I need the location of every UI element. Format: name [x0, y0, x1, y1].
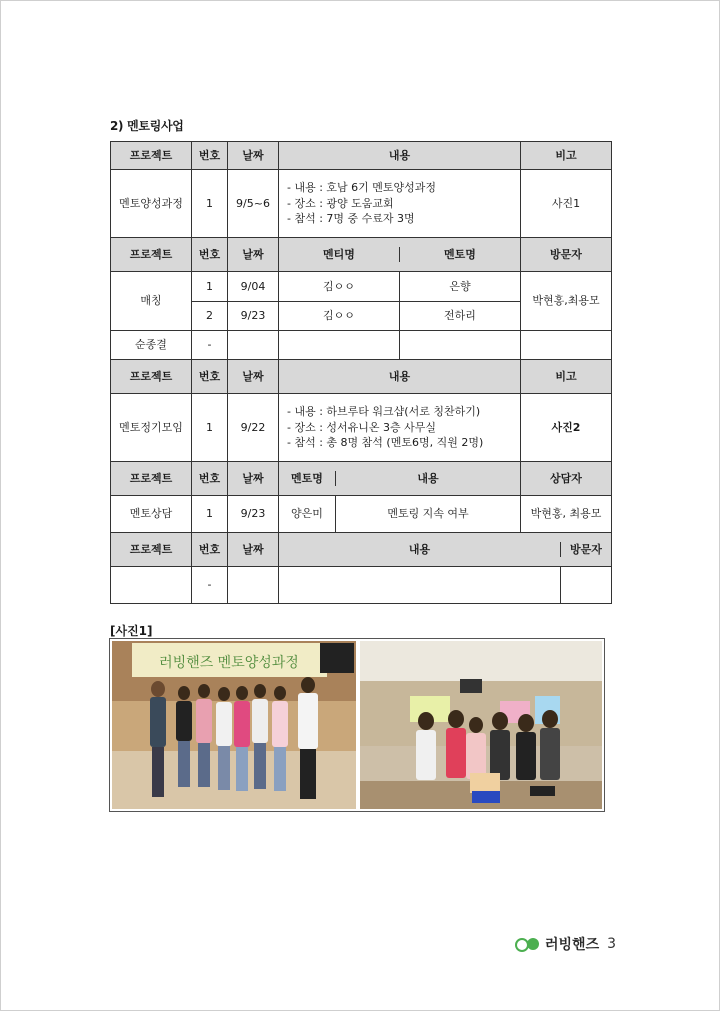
header-project: 프로젝트	[111, 142, 192, 170]
section-title: 2) 멘토링사업	[110, 119, 184, 133]
header-note: 비고	[521, 360, 612, 394]
header-project: 프로젝트	[111, 533, 192, 567]
cell-no: 1	[192, 170, 228, 238]
footer-logo-text: 러빙핸즈	[545, 937, 600, 953]
cell-no: -	[192, 567, 228, 604]
cell-project: 멘토정기모임	[111, 394, 192, 462]
header-no: 번호	[192, 360, 228, 394]
cell-content	[279, 394, 521, 462]
header-mentor: 멘토명	[279, 471, 336, 487]
header-visitor: 방문자	[570, 542, 602, 556]
cell-no: 1	[192, 272, 228, 302]
banner-text: 러빙핸즈 멘토양성과정	[159, 655, 299, 671]
header-no: 번호	[192, 533, 228, 567]
cell-no: -	[192, 331, 228, 360]
header-date: 날짜	[228, 462, 279, 496]
header-note: 비고	[521, 142, 612, 170]
header-counselor: 상담자	[521, 462, 612, 496]
header-content: 내용	[279, 142, 521, 170]
cell-date: 9/5~6	[228, 170, 279, 238]
cell-mentor: 은향	[449, 279, 471, 293]
header-project: 프로젝트	[111, 360, 192, 394]
cell-mentee	[279, 331, 400, 359]
header-no: 번호	[192, 238, 228, 272]
cell-content	[279, 170, 521, 238]
cell-counselor: 박현홍, 최용모	[521, 496, 612, 533]
logo-hands-icon	[515, 935, 541, 953]
cell-date: 9/04	[228, 272, 279, 302]
header-no: 번호	[192, 142, 228, 170]
cell-project: 멘토양성과정	[111, 170, 192, 238]
cell-visitor	[521, 331, 612, 360]
cell-project	[111, 567, 192, 604]
photo-gathering-cake	[360, 641, 602, 809]
page-number: 3	[607, 936, 617, 952]
header-date: 날짜	[228, 533, 279, 567]
header-mentee-mentor	[279, 238, 521, 272]
photo-section-title: [사진1]	[110, 624, 153, 638]
header-content: 내용	[279, 542, 561, 558]
header-mentor-content	[279, 462, 521, 496]
cell-mentee: 김ㅇㅇ	[279, 302, 400, 330]
cell-date: 9/23	[228, 302, 279, 331]
cell-visitor	[561, 567, 611, 603]
header-content-visitor	[279, 533, 612, 567]
header-date: 날짜	[228, 360, 279, 394]
cell-date: 9/23	[228, 496, 279, 533]
header-date: 날짜	[228, 142, 279, 170]
cell-note: 사진1	[521, 170, 612, 238]
header-content: 내용	[417, 471, 439, 485]
photo-frame	[109, 638, 605, 812]
cell-content-visitor	[279, 567, 612, 604]
cell-project: 멘토상담	[111, 496, 192, 533]
cell-content: 멘토링 지속 여부	[387, 507, 469, 521]
cell-mentor	[400, 331, 520, 359]
cell-project: 순종결	[111, 331, 192, 360]
cell-mentee-mentor	[279, 331, 521, 360]
cell-no: 1	[192, 394, 228, 462]
cell-mentee-mentor	[279, 302, 521, 331]
content-line: - 장소 : 광양 도움교회	[287, 196, 394, 210]
header-content: 내용	[279, 360, 521, 394]
cell-mentee: 김ㅇㅇ	[279, 272, 400, 301]
cell-mentor-content	[279, 496, 521, 533]
header-visitor: 방문자	[521, 238, 612, 272]
table-mentor-training	[110, 141, 612, 604]
cell-content	[279, 567, 561, 603]
content-line: - 참석 : 총 8명 참석 (멘토6명, 직원 2명)	[287, 436, 484, 450]
header-mentee: 멘티명	[279, 247, 400, 263]
cell-no: 2	[192, 302, 228, 331]
cell-mentor: 전하리	[444, 309, 476, 323]
cell-date	[228, 567, 279, 604]
header-project: 프로젝트	[111, 238, 192, 272]
content-line: - 내용 : 호남 6기 멘토양성과정	[287, 180, 437, 194]
content-line: - 장소 : 성서유니온 3층 사무실	[287, 420, 437, 434]
cell-mentor: 양은미	[279, 496, 336, 532]
cell-date: 9/22	[228, 394, 279, 462]
content-line: - 참석 : 7명 중 수료자 3명	[287, 212, 415, 226]
header-mentor: 멘토명	[444, 247, 476, 261]
cell-date	[228, 331, 279, 360]
footer	[515, 934, 616, 954]
cell-note: 사진2	[521, 394, 612, 462]
header-no: 번호	[192, 462, 228, 496]
photo-group-training	[112, 641, 356, 809]
cell-visitor: 박현홍,최용모	[521, 272, 612, 331]
cell-mentee-mentor	[279, 272, 521, 302]
header-project: 프로젝트	[111, 462, 192, 496]
content-line: - 내용 : 하브루타 워크샵(서로 칭찬하기)	[287, 404, 481, 418]
cell-project-matching: 매칭	[111, 272, 192, 331]
header-date: 날짜	[228, 238, 279, 272]
cell-no: 1	[192, 496, 228, 533]
